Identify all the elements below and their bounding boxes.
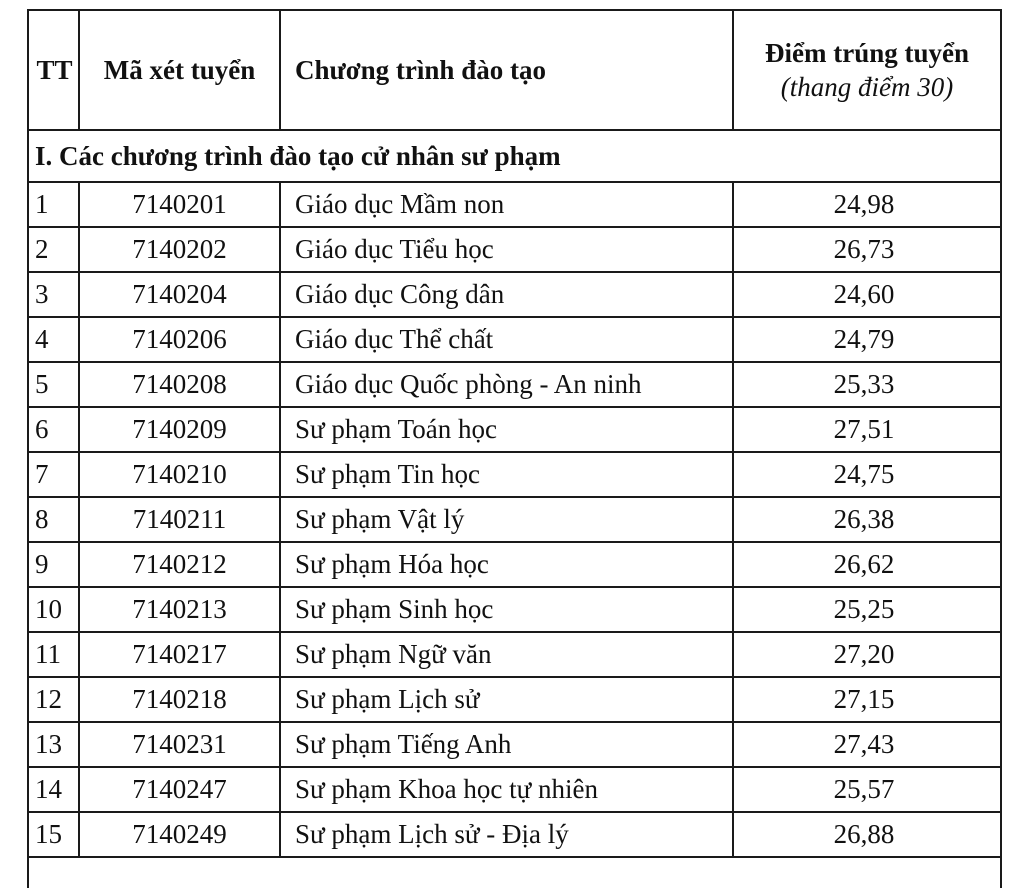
cell-code: 7140209: [79, 407, 280, 452]
cell-code: 7140212: [79, 542, 280, 587]
cell-program: Sư phạm Tin học: [280, 452, 733, 497]
cell-program: Sư phạm Toán học: [280, 407, 733, 452]
cell-program: Giáo dục Tiểu học: [280, 227, 733, 272]
partial-cell: [28, 857, 1001, 888]
cell-code: 7140247: [79, 767, 280, 812]
cell-program: Sư phạm Lịch sử: [280, 677, 733, 722]
table-row: [28, 812, 1001, 857]
table-header-row: [28, 10, 1001, 130]
cell-tt: 8: [28, 497, 79, 542]
table-row: [28, 677, 1001, 722]
cell-tt: 4: [28, 317, 79, 362]
cell-program: Sư phạm Khoa học tự nhiên: [280, 767, 733, 812]
header-tt: TT: [28, 10, 79, 130]
cell-tt: 7: [28, 452, 79, 497]
cell-tt: 6: [28, 407, 79, 452]
cell-score: 27,15: [733, 677, 1001, 722]
cell-score: 25,57: [733, 767, 1001, 812]
cell-tt: 10: [28, 587, 79, 632]
cell-tt: 1: [28, 182, 79, 227]
cell-score: 25,25: [733, 587, 1001, 632]
cell-code: 7140217: [79, 632, 280, 677]
table-row: [28, 362, 1001, 407]
section-title: I. Các chương trình đào tạo cử nhân sư phạm: [28, 130, 1001, 182]
header-code: Mã xét tuyển: [79, 10, 280, 130]
cell-program: Sư phạm Sinh học: [280, 587, 733, 632]
cell-program: Giáo dục Công dân: [280, 272, 733, 317]
cell-code: 7140201: [79, 182, 280, 227]
cell-tt: 15: [28, 812, 79, 857]
cell-code: 7140208: [79, 362, 280, 407]
cell-code: 7140211: [79, 497, 280, 542]
table-row: [28, 722, 1001, 767]
section-row: [28, 130, 1001, 182]
cell-score: 24,75: [733, 452, 1001, 497]
cell-score: 26,88: [733, 812, 1001, 857]
cell-code: 7140249: [79, 812, 280, 857]
cell-score: 24,98: [733, 182, 1001, 227]
cell-tt: 9: [28, 542, 79, 587]
table-row: [28, 497, 1001, 542]
table-row: [28, 587, 1001, 632]
cell-code: 7140206: [79, 317, 280, 362]
cell-program: Sư phạm Tiếng Anh: [280, 722, 733, 767]
cell-code: 7140210: [79, 452, 280, 497]
cell-score: 25,33: [733, 362, 1001, 407]
cell-score: 26,73: [733, 227, 1001, 272]
cell-code: 7140202: [79, 227, 280, 272]
cell-program: Sư phạm Ngữ văn: [280, 632, 733, 677]
cell-code: 7140213: [79, 587, 280, 632]
cell-program: Giáo dục Quốc phòng - An ninh: [280, 362, 733, 407]
cell-tt: 13: [28, 722, 79, 767]
cell-tt: 3: [28, 272, 79, 317]
cell-program: Sư phạm Vật lý: [280, 497, 733, 542]
cell-program: Giáo dục Mầm non: [280, 182, 733, 227]
cell-tt: 5: [28, 362, 79, 407]
table-body: [28, 130, 1001, 888]
table-row: [28, 632, 1001, 677]
table-row: [28, 182, 1001, 227]
table-row: [28, 227, 1001, 272]
cell-program: Giáo dục Thể chất: [280, 317, 733, 362]
cell-program: Sư phạm Hóa học: [280, 542, 733, 587]
admission-score-table: [27, 9, 1002, 888]
cell-score: 24,79: [733, 317, 1001, 362]
cell-score: 27,51: [733, 407, 1001, 452]
header-score: [733, 10, 1001, 130]
cell-code: 7140218: [79, 677, 280, 722]
table-row: [28, 767, 1001, 812]
table-row: [28, 407, 1001, 452]
cell-code: 7140231: [79, 722, 280, 767]
cell-score: 26,38: [733, 497, 1001, 542]
cell-tt: 14: [28, 767, 79, 812]
cell-score: 27,20: [733, 632, 1001, 677]
cell-score: 26,62: [733, 542, 1001, 587]
table-row: [28, 317, 1001, 362]
cell-tt: 12: [28, 677, 79, 722]
cell-score: 27,43: [733, 722, 1001, 767]
header-score-scale: (thang điểm 30): [780, 72, 954, 102]
header-program: Chương trình đào tạo: [280, 10, 733, 130]
table-row: [28, 542, 1001, 587]
cell-score: 24,60: [733, 272, 1001, 317]
table-row-partial: [28, 857, 1001, 888]
header-score-title: Điểm trúng tuyển: [765, 38, 969, 68]
cell-tt: 11: [28, 632, 79, 677]
cell-tt: 2: [28, 227, 79, 272]
cell-code: 7140204: [79, 272, 280, 317]
table-row: [28, 452, 1001, 497]
table-row: [28, 272, 1001, 317]
cell-program: Sư phạm Lịch sử - Địa lý: [280, 812, 733, 857]
